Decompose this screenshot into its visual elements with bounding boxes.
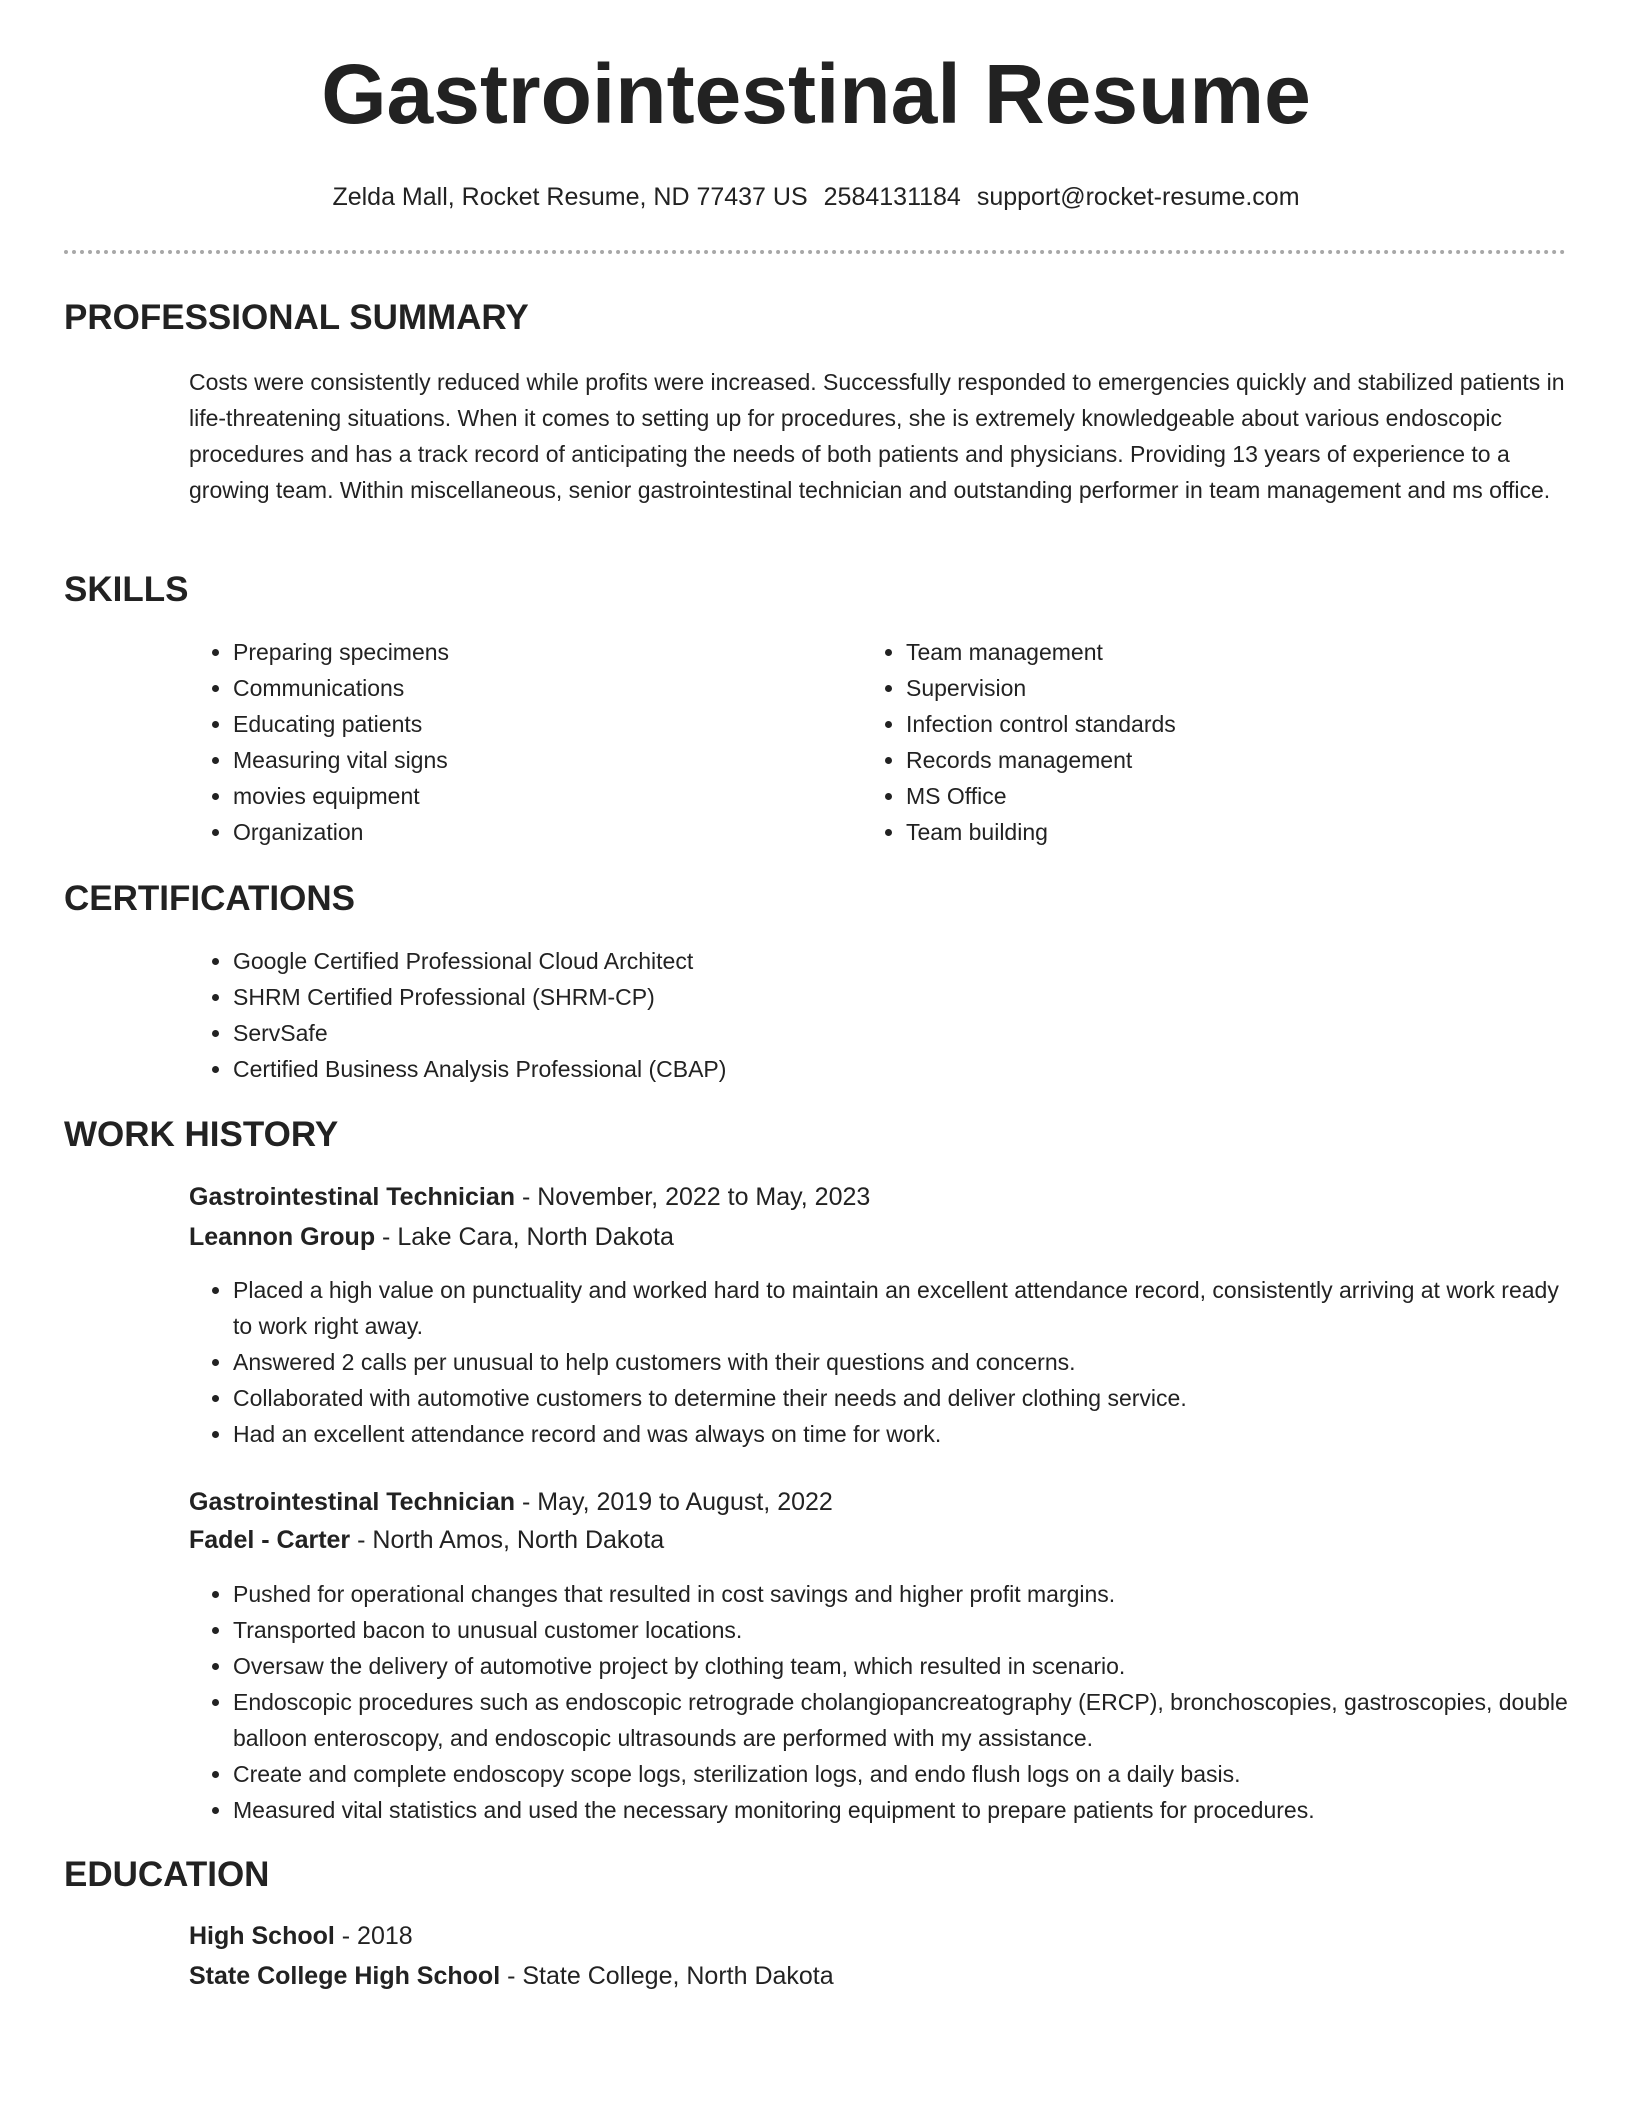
job-bullet: • Create and complete endoscopy scope logs, sterilization logs, and endo flush logs on a daily basis. xyxy=(233,1756,1578,1792)
job-company-line xyxy=(189,1521,664,1559)
skill-item: • Team management xyxy=(906,634,1526,670)
contact-email[interactable]: support@rocket-resume.com xyxy=(976,183,1300,211)
summary-heading: PROFESSIONAL SUMMARY xyxy=(64,298,529,337)
job-bullets xyxy=(189,1576,1578,1828)
job-company: Fadel - Carter xyxy=(189,1526,351,1554)
job-dates: - May, 2019 to August, 2022 xyxy=(515,1488,833,1516)
job-dates: - November, 2022 to May, 2023 xyxy=(515,1183,871,1211)
contact-line xyxy=(0,180,1632,214)
skill-item: • Educating patients xyxy=(233,706,853,742)
skill-item: • Communications xyxy=(233,670,853,706)
certification-item: • SHRM Certified Professional (SHRM-CP) xyxy=(233,979,1533,1015)
job-bullet: • Measured vital statistics and used the necessary monitoring equipment to prepare patients for procedures. xyxy=(233,1792,1578,1828)
work-heading: WORK HISTORY xyxy=(64,1115,339,1154)
job-title-line xyxy=(189,1483,833,1521)
skill-item: • Measuring vital signs xyxy=(233,742,853,778)
education-year: - 2018 xyxy=(334,1922,413,1950)
certifications-list xyxy=(189,943,1533,1087)
education-school-line xyxy=(189,1957,834,1995)
job-bullet: • Pushed for operational changes that resulted in cost savings and higher profit margins. xyxy=(233,1576,1578,1612)
skill-item: • MS Office xyxy=(906,778,1526,814)
job-bullet: • Placed a high value on punctuality and worked hard to maintain an excellent attendance record, consistently arriving at work ready to work right away. xyxy=(233,1272,1578,1344)
job-bullet: • Had an excellent attendance record and was always on time for work. xyxy=(233,1416,1578,1452)
skills-list-right xyxy=(862,634,1526,850)
job-bullet: • Endoscopic procedures such as endoscopic retrograde cholangiopancreatography (ERCP), bronchoscopies, gastroscopies, double balloon enteroscopy, and endoscopic ultrasounds are performed with my assistance. xyxy=(233,1684,1578,1756)
contact-phone: 2584131184 xyxy=(823,183,961,211)
job-title: Gastrointestinal Technician xyxy=(189,1183,516,1211)
skills-heading: SKILLS xyxy=(64,570,189,609)
resume-title: Gastrointestinal Resume xyxy=(321,47,1311,141)
education-school: State College High School xyxy=(189,1962,501,1990)
certification-item: • ServSafe xyxy=(233,1015,1533,1051)
certification-item: • Google Certified Professional Cloud Architect xyxy=(233,943,1533,979)
contact-address: Zelda Mall, Rocket Resume, ND 77437 US xyxy=(332,183,808,211)
job-title-line xyxy=(189,1178,870,1216)
certification-item: • Certified Business Analysis Professional (CBAP) xyxy=(233,1051,1533,1087)
skill-item: • Preparing specimens xyxy=(233,634,853,670)
job-company-line xyxy=(189,1218,674,1256)
education-degree: High School xyxy=(189,1922,335,1950)
summary-text: Costs were consistently reduced while profits were increased. Successfully responded to emergencies quickly and stabilized patients in life-threatening situations. When it comes to setting up for procedures, she is extremely knowledgeable about various endoscopic procedures and has a track record of anticipating the needs of both patients and physicians. Providing 13 years of experience to a growing team. Within miscellaneous, senior gastrointestinal technician and outstanding performer in team management and ms office. xyxy=(189,369,1565,503)
skill-item: • Supervision xyxy=(906,670,1526,706)
skill-item: • Team building xyxy=(906,814,1526,850)
job-location: - North Amos, North Dakota xyxy=(350,1526,665,1554)
skill-item: • movies equipment xyxy=(233,778,853,814)
job-bullets xyxy=(189,1272,1578,1452)
skills-list-left xyxy=(189,634,853,850)
skill-item: • Infection control standards xyxy=(906,706,1526,742)
job-bullet: • Answered 2 calls per unusual to help customers with their questions and concerns. xyxy=(233,1344,1578,1380)
skill-item: • Records management xyxy=(906,742,1526,778)
skill-item: • Organization xyxy=(233,814,853,850)
education-degree-line xyxy=(189,1917,413,1955)
job-company: Leannon Group xyxy=(189,1223,376,1251)
job-title: Gastrointestinal Technician xyxy=(189,1488,516,1516)
header-divider xyxy=(64,250,1566,254)
job-bullet: • Oversaw the delivery of automotive project by clothing team, which resulted in scenario. xyxy=(233,1648,1578,1684)
certifications-heading: CERTIFICATIONS xyxy=(64,879,356,918)
education-heading: EDUCATION xyxy=(64,1855,270,1894)
job-bullet: • Collaborated with automotive customers to determine their needs and deliver clothing service. xyxy=(233,1380,1578,1416)
job-bullet: • Transported bacon to unusual customer locations. xyxy=(233,1612,1578,1648)
job-location: - Lake Cara, North Dakota xyxy=(375,1223,674,1251)
education-location: - State College, North Dakota xyxy=(500,1962,834,1990)
